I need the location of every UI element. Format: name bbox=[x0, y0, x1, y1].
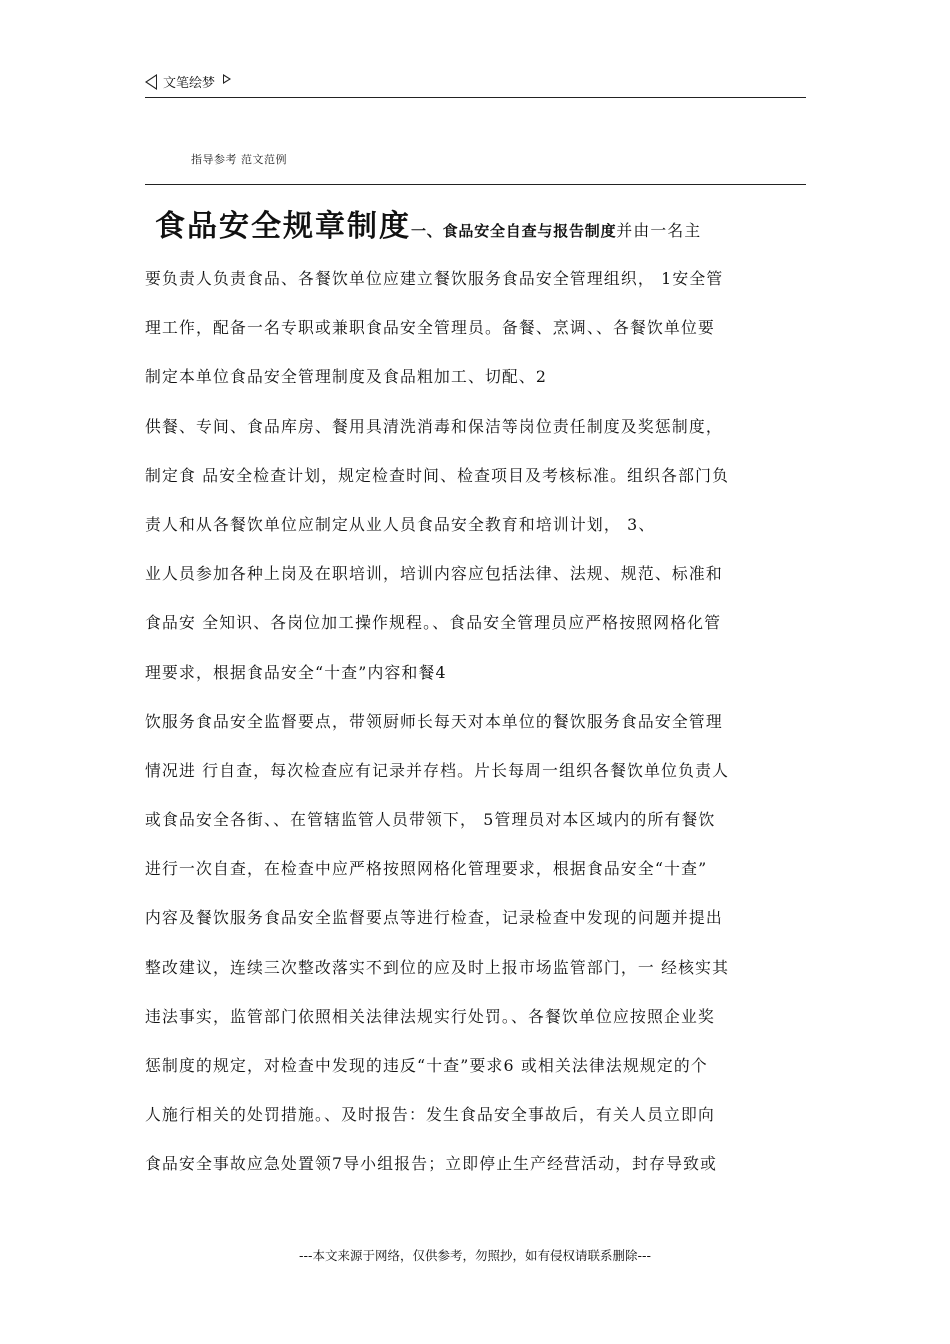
document-body bbox=[145, 200, 807, 1189]
paragraph-line: 责人和从各餐饮单位应制定从业人员食品安全教育和培训计划， 3、 bbox=[145, 514, 656, 534]
paragraph-line: 内容及餐饮服务食品安全监督要点等进行检查，记录检查中发现的问题并提出 bbox=[145, 908, 723, 928]
paragraph-line: 情况进 行自查，每次检查应有记录并存档。片长每周一组织各餐饮单位负责人 bbox=[145, 760, 730, 780]
paragraph-line: 理工作，配备一名专职或兼职食品安全管理员。备餐、烹调、、各餐饮单位要 bbox=[145, 318, 715, 338]
title-line bbox=[145, 200, 807, 254]
paragraph-line: 或食品安全各街、、在管辖监管人员带领下， 5管理员对本区域内的所有餐饮 bbox=[145, 810, 716, 830]
paragraph-line: 进行一次自查，在检查中应严格按照网格化管理要求，根据食品安全“十查” bbox=[145, 859, 708, 879]
paragraph-line: 食品安 全知识、各岗位加工操作规程。、食品安全管理员应严格按照网格化管 bbox=[145, 613, 722, 633]
subheader: 指导参考 范文范例 bbox=[191, 153, 287, 166]
document-title: 食品安全规章制度 bbox=[155, 209, 411, 244]
title-line-tail: 并由一名主 bbox=[616, 221, 702, 240]
paragraph-line: 饮服务食品安全监督要点，带领厨师长每天对本单位的餐饮服务食品安全管理 bbox=[145, 711, 723, 731]
paragraph-line: 违法事实，监管部门依照相关法律法规实行处罚。、各餐饮单位应按照企业奖 bbox=[145, 1006, 715, 1026]
paragraph-line: 人施行相关的处罚措施。、及时报告：发生食品安全事故后，有关人员立即向 bbox=[145, 1105, 715, 1125]
paragraph-line: 制定本单位食品安全管理制度及食品粗加工、切配、2 bbox=[145, 367, 548, 387]
header-divider bbox=[145, 97, 806, 98]
paragraph-line: 食品安全事故应急处置领7导小组报告；立即停止生产经营活动，封存导致或 bbox=[145, 1154, 718, 1174]
triangle-left-icon bbox=[145, 74, 157, 90]
page-header bbox=[145, 72, 806, 98]
paragraph-line: 整改建议，连续三次整改落实不到位的应及时上报市场监管部门，一 经核实其 bbox=[145, 957, 730, 977]
footer-disclaimer: ---本文来源于网络，仅供参考，勿照抄，如有侵权请联系删除--- bbox=[298, 1248, 652, 1263]
paragraph-line: 要负责人负责食品、各餐饮单位应建立餐饮服务食品安全管理组织， 1安全管 bbox=[145, 269, 724, 288]
paragraph-line: 业人员参加各种上岗及在职培训，培训内容应包括法律、法规、规范、标准和 bbox=[145, 564, 723, 584]
triangle-right-icon bbox=[223, 74, 231, 84]
paragraph-line: 惩制度的规定，对检查中发现的违反“十查”要求6 或相关法律法规规定的个 bbox=[145, 1056, 708, 1075]
paragraph-line: 供餐、专间、食品库房、餐用具清洗消毒和保洁等岗位责任制度及奖惩制度， bbox=[145, 416, 723, 436]
brand bbox=[145, 72, 806, 91]
subheader-divider bbox=[145, 184, 806, 185]
paragraph-line: 理要求，根据食品安全“十查”内容和餐4 bbox=[145, 662, 447, 682]
paragraph-line: 制定食 品安全检查计划，规定检查时间、检查项目及考核标准。组织各部门负 bbox=[145, 465, 730, 485]
brand-name: 文笔绘梦 bbox=[163, 76, 216, 91]
section-heading: 一、食品安全自查与报告制度 bbox=[411, 222, 617, 240]
